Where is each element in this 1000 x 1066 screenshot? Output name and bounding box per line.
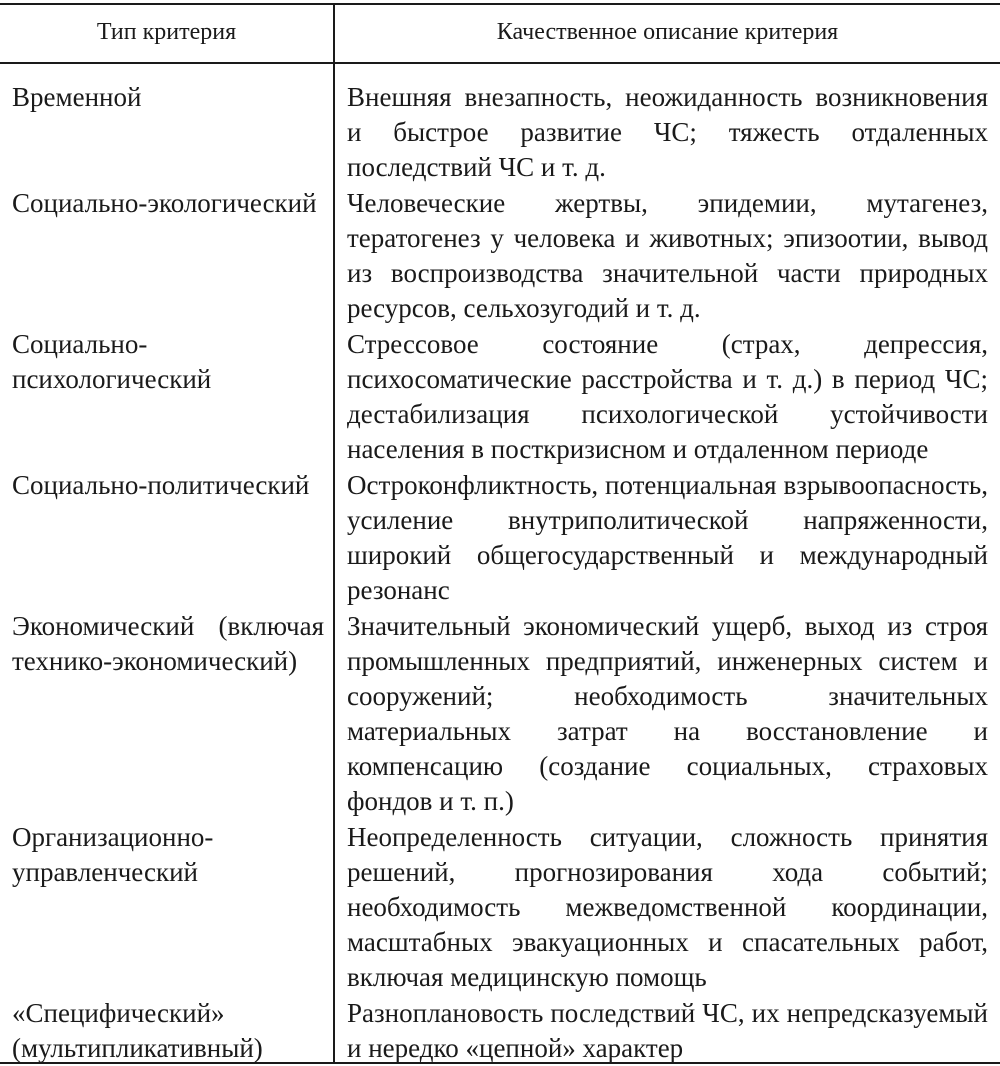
criterion-description: Значительный экономический ущерб, выход из строя промышленных предприятий, инженерных систем и сооружений; необходимость значительных материальных затрат на восстановление и компенсацию (создание социальных, страховых фондов и т. п.): [347, 611, 988, 816]
criterion-type: Социально-психологический: [12, 329, 212, 394]
criterion-type: «Специфический» (мультипликативный): [12, 998, 263, 1063]
header-description: Качественное описание критерия: [496, 19, 839, 45]
column-divider: [333, 3, 335, 1064]
criterion-type: Социально-политический: [12, 470, 310, 500]
criterion-type: Организационно-управленческий: [12, 822, 214, 887]
criterion-type: Временной: [12, 82, 142, 112]
criterion-description: Внешняя внезапность, неожиданность возникновения и быстрое развитие ЧС; тяжесть отдаленных последствий ЧС и т. д.: [347, 82, 988, 182]
criterion-description: Остроконфликтность, потенциальная взрывоопасность, усиление внутриполитической напряженности, широкий общегосударственный и международный резонанс: [347, 470, 988, 605]
header-divider-rule: [0, 62, 1000, 64]
criterion-type: Экономический (включая технико-экономический): [12, 611, 324, 676]
criterion-description: Неопределенность ситуации, сложность принятия решений, прогнозирования хода событий; необходимость межведомственной координации, масштабных эвакуационных и спасательных работ, включая медицинскую помощь: [347, 822, 988, 992]
criterion-description: Разноплановость последствий ЧС, их непредсказуемый и нередко «цепной» характер: [347, 998, 988, 1063]
table-top-rule: [0, 3, 1000, 5]
criterion-type: Социально-экологический: [12, 188, 317, 218]
header-type: Тип критерия: [96, 19, 237, 45]
criterion-description: Человеческие жертвы, эпидемии, мутагенез, тератогенез у человека и животных; эпизоотии, вывод из воспроизводства значительной части природных ресурсов, сельхозугодий и т. д.: [347, 188, 988, 323]
criterion-description: Стрессовое состояние (страх, депрессия, психосоматические расстройства и т. д.) в период ЧС; дестабилизация психологической устойчивости населения в посткризисном и отдаленном периоде: [347, 329, 988, 464]
